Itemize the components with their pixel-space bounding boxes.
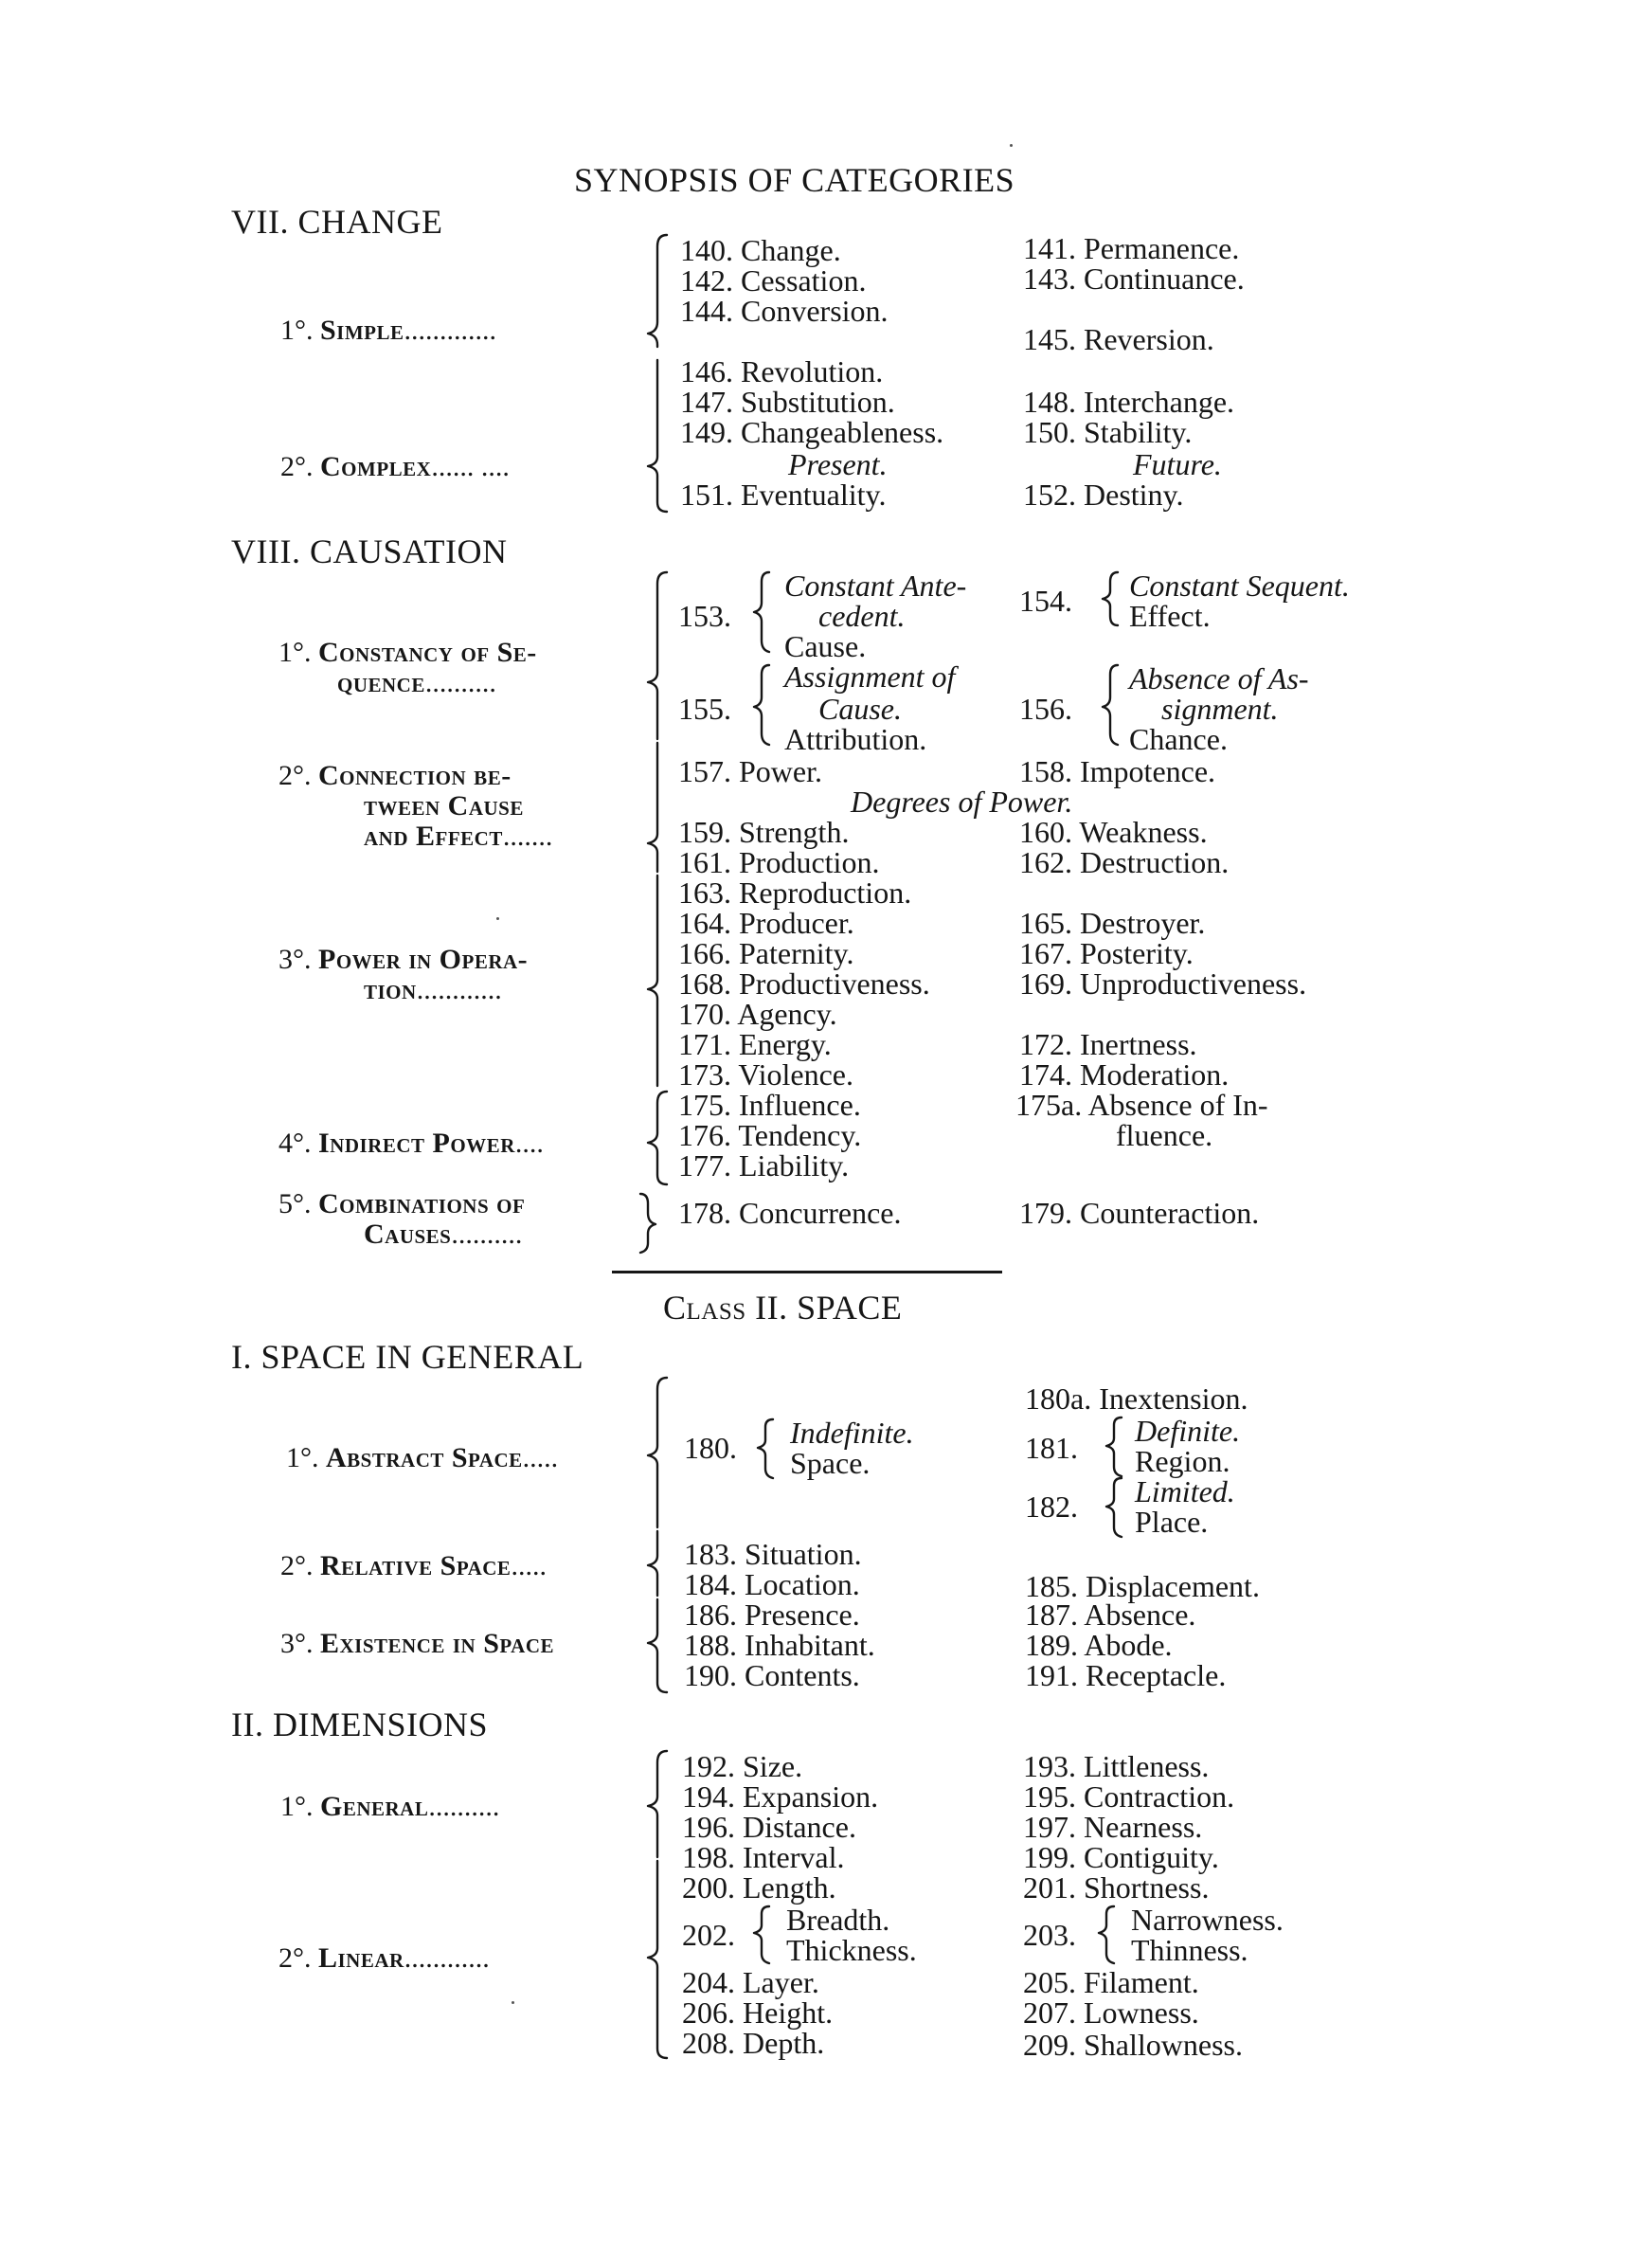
entry-156-line2: signment.	[1161, 692, 1279, 726]
entry-171: 171. Energy.	[678, 1027, 832, 1061]
brace-156	[1103, 665, 1118, 745]
entry-201: 201. Shortness.	[1023, 1870, 1210, 1905]
entry-192: 192. Size.	[682, 1749, 803, 1783]
entry-194: 194. Expansion.	[682, 1779, 879, 1814]
print-speck	[512, 2001, 514, 2004]
subcategory-combinations-cont: Causes..........	[364, 1219, 523, 1250]
subcategory-constancy-of-sequence: 1°. Constancy of Se-	[278, 637, 537, 668]
entry-156-number: 156.	[1019, 692, 1072, 726]
entry-180-number: 180.	[684, 1431, 737, 1465]
entry-179: 179. Counteraction.	[1019, 1196, 1260, 1230]
entry-183: 183. Situation.	[684, 1537, 862, 1571]
subcategory-constancy-of-sequence-cont: quence..........	[337, 667, 496, 698]
brace-relative-space	[648, 1531, 657, 1596]
section-heading-causation: VIII. CAUSATION	[231, 533, 508, 570]
subcategory-combinations-of-causes: 5°. Combinations of	[278, 1188, 526, 1219]
subcategory-relative-space: 2°. Relative Space.....	[280, 1550, 547, 1581]
entry-165: 165. Destroyer.	[1019, 906, 1206, 940]
label-present: Present.	[788, 447, 888, 481]
brace-155	[754, 665, 769, 745]
entry-182-line1: Limited.	[1135, 1474, 1235, 1508]
brace-existence	[648, 1599, 667, 1692]
subcategory-simple: 1°. Simple.............	[280, 315, 497, 346]
brace-203	[1099, 1906, 1114, 1963]
entry-157: 157. Power.	[678, 754, 822, 788]
entry-169: 169. Unproductiveness.	[1019, 966, 1307, 1001]
entry-153-line1: Constant Ante-	[784, 569, 967, 603]
subcategory-general: 1°. General..........	[280, 1791, 500, 1822]
entry-170: 170. Agency.	[678, 997, 837, 1031]
entry-164: 164. Producer.	[678, 906, 854, 940]
entry-148: 148. Interchange.	[1023, 385, 1235, 419]
brace-power-operation	[648, 876, 657, 1086]
entry-174: 174. Moderation.	[1019, 1057, 1230, 1092]
subcategory-power-in-operation-cont: tion............	[364, 974, 502, 1005]
entry-177: 177. Liability.	[678, 1148, 850, 1183]
entry-156-line1: Absence of As-	[1129, 661, 1309, 695]
brace-180	[758, 1419, 773, 1478]
entry-191: 191. Receptacle.	[1025, 1658, 1227, 1692]
entry-140: 140. Change.	[680, 233, 841, 267]
entry-180-line2: Space.	[790, 1446, 871, 1480]
entry-155-line2: Cause.	[818, 692, 902, 726]
brace-indirect	[648, 1092, 667, 1184]
label-future: Future.	[1133, 447, 1222, 481]
entry-146: 146. Revolution.	[680, 354, 884, 388]
entry-161: 161. Production.	[678, 845, 880, 879]
brace-182	[1106, 1478, 1122, 1537]
print-speck	[1010, 144, 1013, 147]
entry-184: 184. Location.	[684, 1567, 860, 1601]
entry-173: 173. Violence.	[678, 1057, 853, 1092]
entry-168: 168. Productiveness.	[678, 966, 930, 1001]
section-heading-change: VII. CHANGE	[231, 203, 443, 241]
brace-complex	[648, 360, 667, 512]
entry-155-line1: Assignment of	[784, 659, 956, 694]
divider-rule	[612, 1271, 1002, 1273]
entry-175a-line1: 175a. Absence of In-	[1015, 1088, 1268, 1122]
entry-150: 150. Stability.	[1023, 415, 1193, 449]
brace-202	[754, 1906, 769, 1963]
subcategory-power-in-operation: 3°. Power in Opera-	[278, 944, 529, 975]
entry-154-line2: Effect.	[1129, 599, 1211, 633]
entry-159: 159. Strength.	[678, 815, 850, 849]
entry-141: 141. Permanence.	[1023, 231, 1240, 265]
brace-connection	[648, 743, 657, 872]
entry-142: 142. Cessation.	[680, 263, 867, 298]
brace-general	[648, 1751, 667, 1857]
subcategory-abstract-space: 1°. Abstract Space.....	[286, 1442, 559, 1473]
entry-202-number: 202.	[682, 1918, 735, 1952]
entry-188: 188. Inhabitant.	[684, 1628, 875, 1662]
section-heading-space-in-general: I. SPACE IN GENERAL	[231, 1338, 584, 1376]
entry-178: 178. Concurrence.	[678, 1196, 902, 1230]
entry-189: 189. Abode.	[1025, 1628, 1173, 1662]
brace-combinations	[640, 1194, 655, 1253]
page-title: SYNOPSIS OF CATEGORIES	[574, 161, 1015, 199]
entry-152: 152. Destiny.	[1023, 478, 1184, 512]
entry-145: 145. Reversion.	[1023, 322, 1214, 356]
entry-155-number: 155.	[678, 692, 731, 726]
subcategory-connection-cont-2: and Effect.......	[364, 821, 553, 852]
entry-154-number: 154.	[1019, 584, 1072, 618]
brace-181	[1106, 1417, 1122, 1476]
entry-187: 187. Absence.	[1025, 1598, 1196, 1632]
entry-202-line2: Thickness.	[786, 1933, 917, 1967]
entry-167: 167. Posterity.	[1019, 936, 1194, 970]
label-degrees-of-power: Degrees of Power.	[851, 785, 1073, 819]
entry-180-line1: Indefinite.	[790, 1416, 914, 1450]
entry-155-line3: Attribution.	[784, 722, 927, 756]
brace-154	[1103, 572, 1118, 625]
entry-153-line3: Cause.	[784, 629, 867, 663]
entry-196: 196. Distance.	[682, 1810, 856, 1844]
entry-200: 200. Length.	[682, 1870, 836, 1905]
entry-172: 172. Inertness.	[1019, 1027, 1197, 1061]
entry-181-line2: Region.	[1135, 1444, 1230, 1478]
entry-186: 186. Presence.	[684, 1598, 860, 1632]
brace-simple	[648, 235, 667, 347]
entry-185: 185. Displacement.	[1025, 1569, 1260, 1603]
entry-175: 175. Influence.	[678, 1088, 861, 1122]
subcategory-connection-between-cause-and-effect: 2°. Connection be-	[278, 760, 512, 791]
entry-175a-line2: fluence.	[1116, 1118, 1213, 1152]
entry-190: 190. Contents.	[684, 1658, 860, 1692]
entry-166: 166. Paternity.	[678, 936, 854, 970]
entry-154-line1: Constant Sequent.	[1129, 569, 1350, 603]
entry-203-line2: Thinness.	[1131, 1933, 1248, 1967]
entry-181-line1: Definite.	[1135, 1414, 1241, 1448]
entry-182-line2: Place.	[1135, 1505, 1209, 1539]
brace-linear	[648, 1861, 667, 2058]
entry-151: 151. Eventuality.	[680, 478, 887, 512]
entry-147: 147. Substitution.	[680, 385, 895, 419]
entry-176: 176. Tendency.	[678, 1118, 862, 1152]
brace-constancy	[648, 572, 667, 739]
entry-156-line3: Chance.	[1129, 722, 1228, 756]
entry-207: 207. Lowness.	[1023, 1995, 1199, 2030]
entry-195: 195. Contraction.	[1023, 1779, 1235, 1814]
entry-206: 206. Height.	[682, 1995, 834, 2030]
entry-162: 162. Destruction.	[1019, 845, 1230, 879]
entry-143: 143. Continuance.	[1023, 262, 1245, 296]
entry-193: 193. Littleness.	[1023, 1749, 1210, 1783]
subcategory-linear: 2°. Linear............	[278, 1942, 490, 1974]
entry-204: 204. Layer.	[682, 1965, 819, 1999]
entry-163: 163. Reproduction.	[678, 876, 912, 910]
entry-205: 205. Filament.	[1023, 1965, 1199, 1999]
entry-144: 144. Conversion.	[680, 294, 889, 328]
entry-202-line1: Breadth.	[786, 1903, 890, 1937]
brace-153	[754, 572, 769, 652]
subcategory-indirect-power: 4°. Indirect Power....	[278, 1128, 544, 1159]
print-speck	[496, 917, 499, 920]
entry-199: 199. Contiguity.	[1023, 1840, 1219, 1874]
class-heading-space: Class II. SPACE	[663, 1289, 903, 1327]
entry-153-line2: cedent.	[818, 599, 906, 633]
entry-203-number: 203.	[1023, 1918, 1076, 1952]
entry-209: 209. Shallowness.	[1023, 2028, 1243, 2062]
section-heading-dimensions: II. DIMENSIONS	[231, 1706, 488, 1743]
entry-182-number: 182.	[1025, 1490, 1078, 1524]
subcategory-existence-in-space: 3°. Existence in Space	[280, 1628, 555, 1659]
entry-149: 149. Changeableness.	[680, 415, 944, 449]
entry-153-number: 153.	[678, 599, 731, 633]
entry-160: 160. Weakness.	[1019, 815, 1208, 849]
entry-203-line1: Narrowness.	[1131, 1903, 1284, 1937]
brace-abstract-space	[648, 1378, 667, 1527]
subcategory-connection-cont-1: tween Cause	[364, 790, 524, 822]
entry-180a: 180a. Inextension.	[1025, 1381, 1248, 1416]
entry-208: 208. Depth.	[682, 2026, 825, 2060]
entry-181-number: 181.	[1025, 1431, 1078, 1465]
entry-198: 198. Interval.	[682, 1840, 845, 1874]
entry-158: 158. Impotence.	[1019, 754, 1216, 788]
entry-197: 197. Nearness.	[1023, 1810, 1203, 1844]
subcategory-complex: 2°. Complex...... ....	[280, 451, 510, 482]
